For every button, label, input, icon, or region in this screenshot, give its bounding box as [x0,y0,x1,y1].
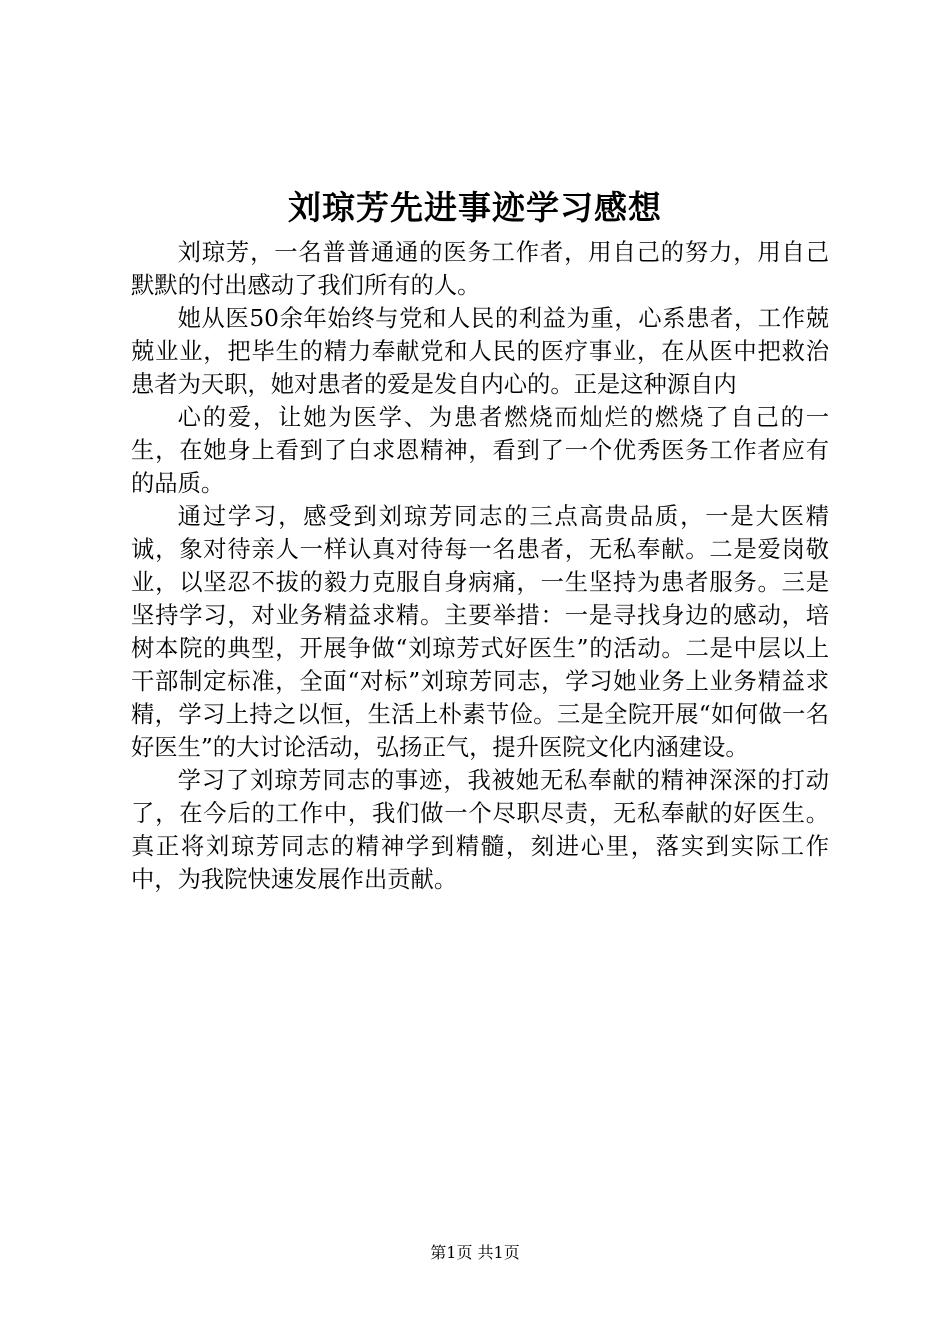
paragraph-2: 她从医50余年始终与党和人民的利益为重，心系患者，工作兢兢业业，把毕生的精力奉献党和人民的医疗事业，在从医中把救治患者为天职，她对患者的爱是发自内心的。正是这种源自内 [131,305,829,398]
paragraph-1: 刘琼芳，一名普普通通的医务工作者，用自己的努力，用自己默默的付出感动了我们所有的人。 [131,239,829,299]
document-body [131,236,829,896]
paragraph-5: 学习了刘琼芳同志的事迹，我被她无私奉献的精神深深的打动了，在今后的工作中，我们做一个尽职尽责，无私奉献的好医生。真正将刘琼芳同志的精神学到精髓，刻进心里，落实到实际工作中，为我院快速发展作出贡献。 [131,767,829,893]
paragraph-3: 心的爱，让她为医学、为患者燃烧而灿烂的燃烧了自己的一生，在她身上看到了白求恩精神，看到了一个优秀医务工作者应有的品质。 [131,404,829,497]
page-footer: 第1页 共1页 [430,1243,520,1262]
paragraph-4: 通过学习，感受到刘琼芳同志的三点高贵品质，一是大医精诚，象对待亲人一样认真对待每一名患者，无私奉献。二是爱岗敬业，以坚忍不拔的毅力克服自身病痛，一生坚持为患者服务。三是坚持学习，对业务精益求精。主要举措：一是寻找身边的感动，培树本院的典型，开展争做“刘琼芳式好医生”的活动。二是中层以上干部制定标准，全面“对标”刘琼芳同志，学习她业务上业务精益求精，学习上持之以恒，生活上朴素节俭。三是全院开展“如何做一名好医生”的大讨论活动，弘扬正气，提升医院文化内涵建设。 [131,503,829,761]
document-title: 刘琼芳先进事迹学习感想 [288,188,662,227]
